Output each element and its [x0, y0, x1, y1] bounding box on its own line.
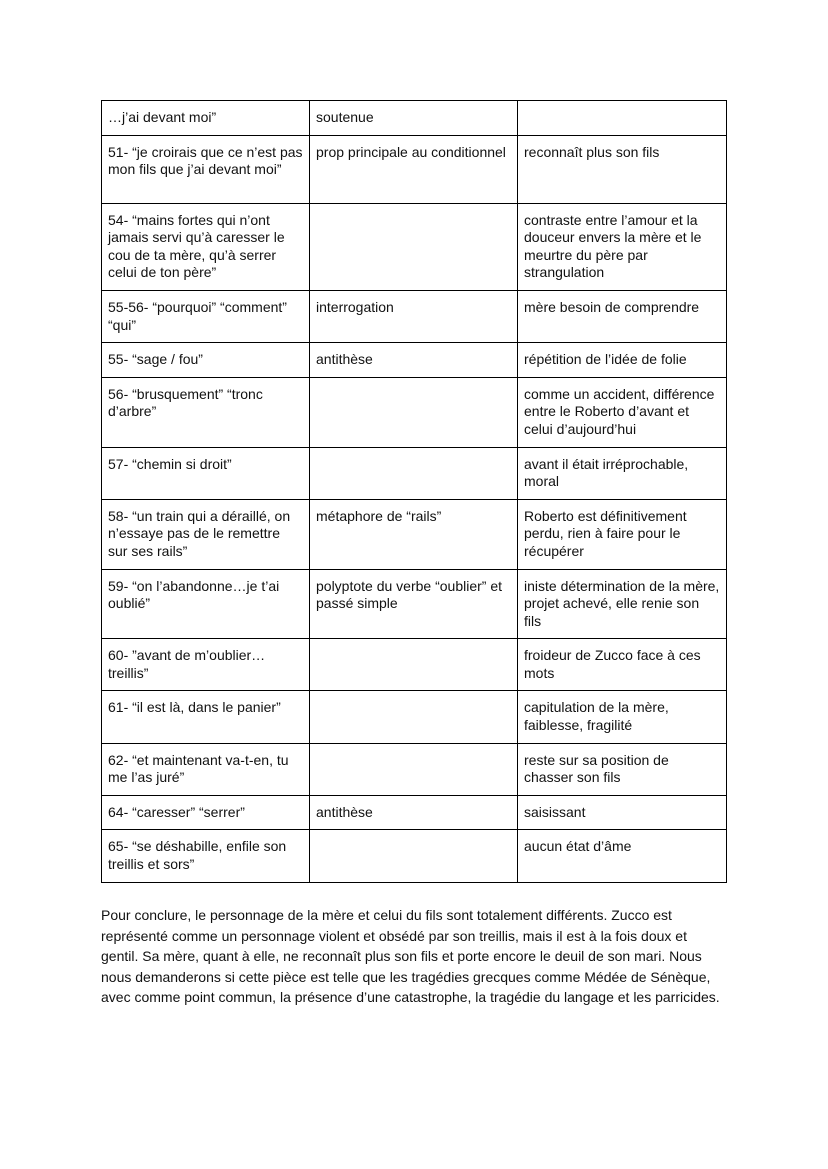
- interpretation-cell-text: reconnaît plus son fils: [524, 143, 660, 160]
- quote-cell: [102, 569, 310, 639]
- analysis-table: [101, 100, 727, 883]
- quote-cell: [102, 830, 310, 882]
- interpretation-cell: [518, 203, 727, 290]
- figure-cell-text: prop principale au conditionnel: [316, 143, 506, 160]
- interpretation-cell-text: avant il était irréprochable, moral: [524, 455, 689, 490]
- table-row: [102, 447, 727, 499]
- interpretation-cell-text: iniste détermination de la mère, projet achevé, elle renie son fils: [524, 577, 720, 629]
- figure-cell: [310, 639, 518, 691]
- table-row: [102, 743, 727, 795]
- interpretation-cell-text: contraste entre l’amour et la douceur envers la mère et le meurtre du père par strangulation: [524, 211, 702, 281]
- interpretation-cell: [518, 101, 727, 136]
- figure-cell: [310, 447, 518, 499]
- quote-cell-text: 61- “il est là, dans le panier”: [108, 699, 281, 716]
- figure-cell: [310, 135, 518, 203]
- figure-cell-text: métaphore de “rails”: [316, 507, 442, 524]
- figure-cell: [310, 203, 518, 290]
- quote-cell: [102, 691, 310, 743]
- figure-cell: [310, 499, 518, 569]
- interpretation-cell-text: Roberto est définitivement perdu, rien à faire pour le récupérer: [524, 507, 687, 559]
- quote-cell-text: 65- “se déshabille, enfile son treillis et sors”: [108, 838, 287, 873]
- interpretation-cell: [518, 447, 727, 499]
- interpretation-cell: [518, 290, 727, 342]
- table-row: [102, 203, 727, 290]
- quote-cell-text: 55- “sage / fou”: [108, 351, 203, 368]
- table-row: [102, 569, 727, 639]
- quote-cell-text: 64- “caresser” “serrer”: [108, 803, 245, 820]
- interpretation-cell-text: reste sur sa position de chasser son fils: [524, 751, 669, 786]
- figure-cell-text: polyptote du verbe “oublier” et passé simple: [316, 577, 502, 612]
- interpretation-cell-text: capitulation de la mère, faiblesse, fragilité: [524, 699, 669, 734]
- interpretation-cell: [518, 743, 727, 795]
- figure-cell: [310, 343, 518, 378]
- quote-cell: [102, 447, 310, 499]
- table-row: [102, 639, 727, 691]
- quote-cell-text: 59- “on l’abandonne…je t’ai oublié”: [108, 577, 280, 612]
- table-row: [102, 691, 727, 743]
- quote-cell-text: 56- “brusquement” “tronc d’arbre”: [108, 385, 263, 420]
- interpretation-cell: [518, 639, 727, 691]
- figure-cell-text: antithèse: [316, 351, 373, 368]
- quote-cell-text: …j’ai devant moi”: [108, 109, 217, 125]
- table-row: [102, 290, 727, 342]
- figure-cell: [310, 691, 518, 743]
- quote-cell: [102, 743, 310, 795]
- interpretation-cell-text: aucun état d’âme: [524, 838, 632, 855]
- figure-cell-text: interrogation: [316, 298, 394, 315]
- figure-cell: [310, 743, 518, 795]
- figure-cell-text: soutenue: [316, 109, 374, 125]
- interpretation-cell: [518, 569, 727, 639]
- figure-cell: [310, 101, 518, 136]
- quote-cell-text: 60- ”avant de m’oublier…treillis”: [108, 647, 266, 681]
- quote-cell-text: 58- “un train qui a déraillé, on n’essaye pas de le remettre sur ses rails”: [108, 507, 291, 559]
- quote-cell-text: 51- “je croirais que ce n’est pas mon fils que j’ai devant moi”: [108, 143, 303, 178]
- table-row: [102, 795, 727, 830]
- quote-cell: [102, 135, 310, 203]
- quote-cell: [102, 377, 310, 447]
- interpretation-cell-text: mère besoin de comprendre: [524, 298, 700, 315]
- interpretation-cell: [518, 795, 727, 830]
- table-row: [102, 343, 727, 378]
- figure-cell: [310, 290, 518, 342]
- interpretation-cell: [518, 830, 727, 882]
- quote-cell: [102, 343, 310, 378]
- table-row: [102, 135, 727, 203]
- quote-cell: [102, 639, 310, 691]
- quote-cell-text: 55-56- “pourquoi” “comment” “qui”: [108, 298, 287, 333]
- figure-cell: [310, 830, 518, 882]
- interpretation-cell: [518, 343, 727, 378]
- interpretation-cell: [518, 499, 727, 569]
- figure-cell-text: antithèse: [316, 803, 373, 820]
- interpretation-cell-text: saisissant: [524, 803, 586, 820]
- interpretation-cell-text: froideur de Zucco face à ces mots: [524, 647, 701, 681]
- quote-cell: [102, 499, 310, 569]
- interpretation-cell-text: répétition de l’idée de folie: [524, 351, 687, 368]
- interpretation-cell: [518, 377, 727, 447]
- table-row: [102, 830, 727, 882]
- interpretation-cell-text: comme un accident, différence entre le Roberto d’avant et celui d’aujourd’hui: [524, 385, 715, 437]
- quote-cell: [102, 290, 310, 342]
- table-row: [102, 499, 727, 569]
- interpretation-cell: [518, 691, 727, 743]
- quote-cell-text: 57- “chemin si droit”: [108, 455, 232, 472]
- quote-cell: [102, 203, 310, 290]
- quote-cell-text: 62- “et maintenant va-t-en, tu me l’as juré”: [108, 751, 289, 786]
- table-row: [102, 377, 727, 447]
- conclusion-paragraph: Pour conclure, le personnage de la mère et celui du fils sont totalement différents. Zucco est représenté comme un personnage violent et obsédé par son treillis, mais il est à la fois doux et gentil. Sa mère, quant à elle, ne reconnaît plus son fils et porte encore le deuil de son mari. Nous nous demanderons si cette pièce est telle que les tragédies grecques comme Médée de Sénèque, avec comme point commun, la présence d’une catastrophe, la tragédie du langage et les parricides.: [101, 907, 720, 1005]
- interpretation-cell: [518, 135, 727, 203]
- figure-cell: [310, 377, 518, 447]
- analysis-table-body: [102, 101, 727, 883]
- figure-cell: [310, 795, 518, 830]
- quote-cell: [102, 101, 310, 136]
- figure-cell: [310, 569, 518, 639]
- quote-cell: [102, 795, 310, 830]
- table-row: [102, 101, 727, 136]
- quote-cell-text: 54- “mains fortes qui n’ont jamais servi qu’à caresser le cou de ta mère, qu’à serrer celui de ton père”: [108, 211, 285, 281]
